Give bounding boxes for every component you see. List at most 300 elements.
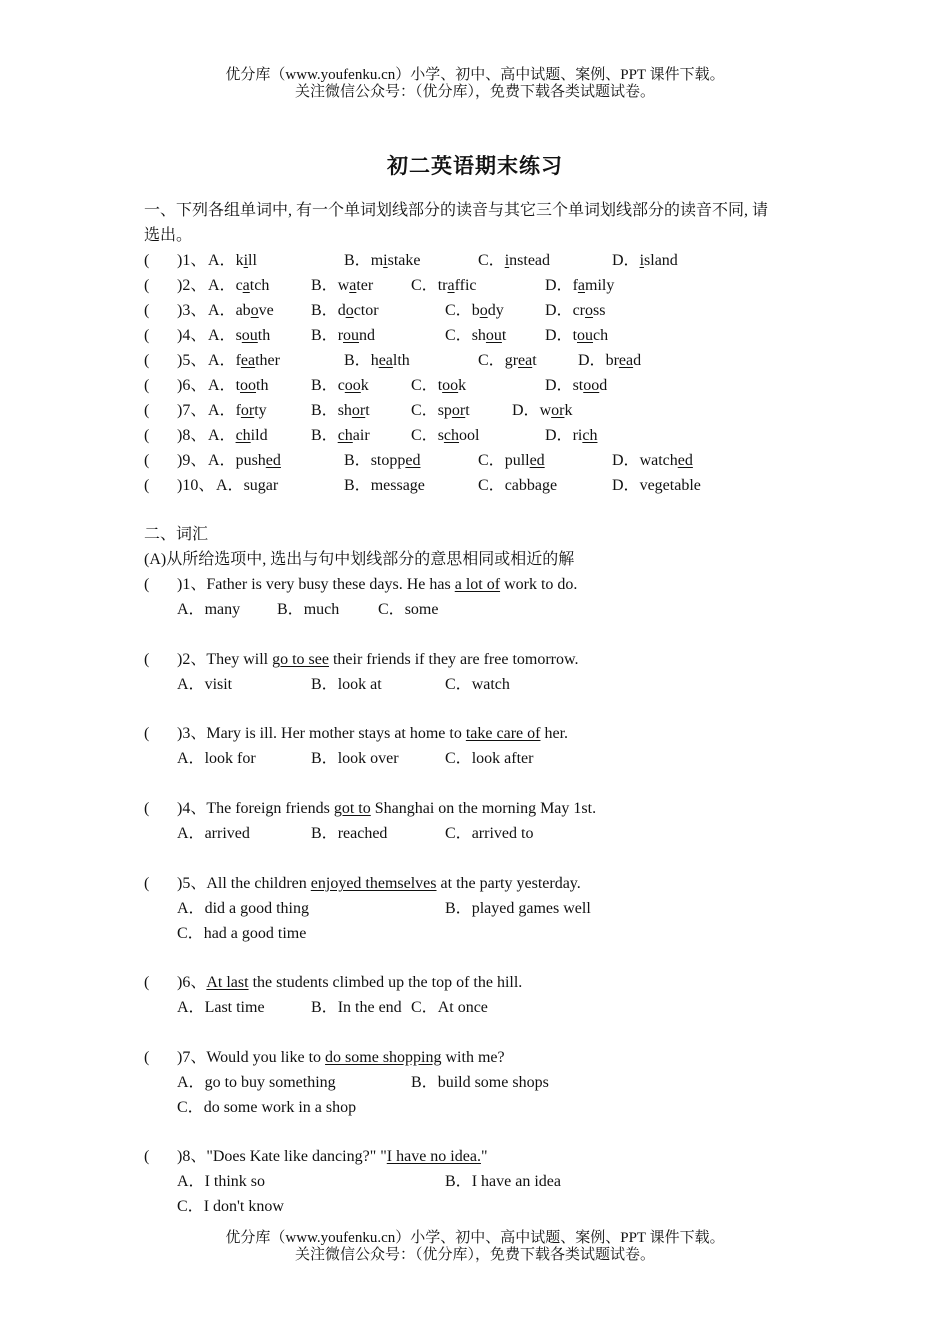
option — [311, 373, 369, 398]
option-label: B． — [411, 1074, 438, 1091]
option-word-part: st — [572, 377, 584, 394]
stem-text: All the children — [206, 875, 311, 892]
option-word-part: s — [437, 427, 444, 444]
option — [545, 373, 607, 398]
option — [177, 921, 306, 946]
option-label: A． — [177, 1074, 205, 1091]
question-number: )10、 — [177, 477, 215, 494]
underlined-part: o — [585, 302, 593, 319]
vocab-question — [0, 721, 950, 746]
option-label: B． — [344, 477, 371, 494]
option-word-part: k — [235, 252, 244, 269]
options-row — [0, 746, 950, 771]
option-label: A． — [208, 377, 236, 394]
option — [311, 323, 375, 348]
options-row — [0, 1169, 950, 1194]
option-label: D． — [612, 452, 640, 469]
option-label: A． — [208, 452, 236, 469]
option-label: D． — [545, 377, 573, 394]
answer-paren: ( — [144, 352, 150, 369]
section2-subheading: (A)从所给选项中, 选出与句中划线部分的意思相同或相近的解 — [144, 551, 575, 568]
question-row — [0, 323, 950, 348]
stem-text: at the party yesterday. — [436, 875, 581, 892]
option-label: D． — [545, 327, 573, 344]
option — [177, 672, 232, 697]
option — [411, 423, 479, 448]
option-word-part: sland — [644, 252, 678, 269]
option-label: B． — [311, 277, 338, 294]
option — [208, 373, 268, 398]
question-number: )2、 — [177, 277, 207, 294]
option-word-part: stopp — [370, 452, 406, 469]
option-word-part: ctor — [353, 302, 379, 319]
stem-text: Would you like to — [206, 1049, 326, 1066]
vocab-question — [0, 970, 950, 995]
option-text: arrived to — [471, 825, 534, 842]
underlined-part: ou — [343, 327, 360, 344]
option-word-part: sh — [337, 402, 352, 419]
footer-line-1: 优分库（www.youfenku.cn）小学、初中、高中试题、案例、PPT 课件下载。 — [225, 1230, 725, 1246]
question-row — [0, 373, 950, 398]
option-label: A． — [177, 1173, 205, 1190]
question-number: )7、 — [177, 1049, 207, 1066]
option — [208, 398, 267, 423]
stem-text: their friends if they are free tomorrow. — [328, 651, 579, 668]
option-label: A． — [177, 750, 205, 767]
underlined-phrase: enjoyed themselves — [310, 875, 437, 892]
option — [344, 448, 420, 473]
answer-paren: ( — [144, 576, 150, 593]
answer-paren: ( — [144, 800, 150, 817]
option — [208, 423, 268, 448]
underlined-part: or — [351, 402, 366, 419]
option-word-part: t — [365, 402, 370, 419]
option — [311, 398, 370, 423]
option-text: look after — [471, 750, 534, 767]
header-line-2: 关注微信公众号：（优分库），免费下载各类试题试卷。 — [294, 84, 655, 100]
option-text: do some work in a shop — [203, 1099, 357, 1116]
option-text: At once — [437, 999, 488, 1016]
option-text: In the end — [337, 999, 402, 1016]
option-text: watch — [471, 676, 510, 693]
option — [612, 448, 693, 473]
option — [177, 821, 250, 846]
option — [311, 821, 387, 846]
option-word-part: f — [235, 352, 241, 369]
option-word-part: ri — [572, 427, 583, 444]
option-label: A． — [177, 900, 205, 917]
option — [478, 473, 557, 498]
option — [478, 448, 545, 473]
answer-paren: ( — [144, 277, 150, 294]
underlined-part: i — [383, 252, 388, 269]
question-row — [0, 248, 950, 273]
option — [512, 398, 572, 423]
underlined-phrase: got to — [333, 800, 371, 817]
options-row — [0, 995, 950, 1020]
option — [344, 348, 410, 373]
underlined-part: ou — [241, 327, 258, 344]
option-text: I don't know — [203, 1198, 284, 1215]
question-number: )4、 — [177, 327, 207, 344]
option — [445, 746, 533, 771]
underlined-part: a — [447, 277, 455, 294]
vocab-question — [0, 1045, 950, 1070]
option — [545, 423, 597, 448]
question-number: )9、 — [177, 452, 207, 469]
answer-paren: ( — [144, 327, 150, 344]
underlined-part: ea — [240, 352, 256, 369]
underlined-part: or — [451, 402, 466, 419]
option-text: look over — [337, 750, 399, 767]
option — [208, 323, 270, 348]
option-label: C． — [177, 1099, 204, 1116]
stem-text: Mary is ill. Her mother stays at home to — [206, 725, 466, 742]
section1-heading-line2: 选出。 — [144, 227, 193, 244]
underlined-part: a — [577, 277, 585, 294]
option-label: B． — [277, 601, 304, 618]
option — [344, 473, 425, 498]
option — [208, 298, 274, 323]
option — [545, 273, 614, 298]
question-row — [0, 273, 950, 298]
option — [411, 995, 488, 1020]
option — [445, 896, 591, 921]
option-word-part: c — [337, 377, 345, 394]
option-word-part: ty — [254, 402, 267, 419]
option-word-part: message — [370, 477, 425, 494]
underlined-part: ea — [618, 352, 634, 369]
stem-text: the students climbed up the top of the hill. — [248, 974, 523, 991]
option-word-part: ild — [250, 427, 268, 444]
stem-text: The foreign friends — [206, 800, 334, 817]
underlined-part: o — [250, 302, 259, 319]
stem-text: "Does Kate like dancing?" " — [206, 1148, 387, 1165]
option-label: D． — [612, 477, 640, 494]
section2-heading: 二、词汇 — [144, 526, 209, 543]
question-stem — [177, 1144, 487, 1169]
option-word-part: nd — [359, 327, 376, 344]
option-word-part: t — [572, 327, 578, 344]
option-word-part: ffic — [454, 277, 477, 294]
option-text: look for — [204, 750, 256, 767]
document-title: 初二英语期末练习 — [387, 154, 563, 178]
option — [478, 248, 550, 273]
option-text: reached — [337, 825, 388, 842]
option-word-part: h — [370, 352, 379, 369]
option — [277, 597, 339, 622]
option-text: had a good time — [203, 925, 307, 942]
option — [344, 248, 420, 273]
header-line-1: 优分库（www.youfenku.cn）小学、初中、高中试题、案例、PPT 课件下载。 — [225, 67, 725, 83]
option-word-part: lth — [392, 352, 410, 369]
option-word-part: d — [599, 377, 608, 394]
underlined-part: ch — [235, 427, 251, 444]
option-label: A． — [177, 999, 205, 1016]
option — [208, 348, 280, 373]
options-row — [0, 1095, 950, 1120]
underlined-part: ed — [529, 452, 545, 469]
question-number: )6、 — [177, 377, 207, 394]
section1-heading-line1: 一、下列各组单词中, 有一个单词划线部分的读音与其它三个单词划线部分的读音不同, 请 — [144, 202, 769, 219]
option-text: did a good thing — [204, 900, 309, 917]
answer-paren: ( — [144, 725, 150, 742]
option-word-part: t — [465, 402, 470, 419]
stem-text: with me? — [441, 1049, 505, 1066]
answer-paren: ( — [144, 1049, 150, 1066]
option-word-part: sugar — [243, 477, 279, 494]
option-text: arrived — [204, 825, 250, 842]
option-word-part: ab — [235, 302, 251, 319]
option-label: D． — [578, 352, 606, 369]
underlined-part: ch — [337, 427, 353, 444]
option — [411, 1070, 549, 1095]
option-label: C． — [411, 277, 438, 294]
option-label: C． — [177, 925, 204, 942]
answer-paren: ( — [144, 974, 150, 991]
option-word-part: tr — [437, 277, 448, 294]
underlined-part: or — [240, 402, 255, 419]
underlined-part: i — [243, 252, 249, 269]
option — [216, 473, 278, 498]
option — [208, 248, 257, 273]
underlined-part: or — [551, 402, 565, 419]
answer-paren: ( — [144, 402, 150, 419]
option — [545, 298, 605, 323]
answer-paren: ( — [144, 1148, 150, 1165]
option — [612, 473, 701, 498]
option — [378, 597, 438, 622]
answer-paren: ( — [144, 452, 150, 469]
option-word-part: ss — [593, 302, 606, 319]
option-word-part: k — [360, 377, 369, 394]
option-word-part: ther — [255, 352, 280, 369]
question-row — [0, 448, 950, 473]
option-label: C． — [411, 427, 438, 444]
option-word-part: m — [370, 252, 384, 269]
option-word-part: b — [471, 302, 480, 319]
option — [177, 896, 309, 921]
option-word-part: air — [352, 427, 370, 444]
options-row — [0, 921, 950, 946]
option-label: C． — [445, 327, 472, 344]
option-label: C． — [445, 825, 472, 842]
option-label: A． — [177, 601, 205, 618]
stem-text: Shanghai on the morning May 1st. — [370, 800, 597, 817]
option-text: played games well — [471, 900, 591, 917]
option-label: A． — [177, 825, 205, 842]
option-label: C． — [445, 676, 472, 693]
option-word-part: r — [337, 327, 344, 344]
option-label: C． — [445, 750, 472, 767]
option — [545, 323, 608, 348]
question-row — [0, 423, 950, 448]
question-number: )3、 — [177, 725, 207, 742]
option-word-part: f — [572, 277, 578, 294]
option-word-part: dy — [487, 302, 504, 319]
option-text: visit — [204, 676, 233, 693]
question-row — [0, 473, 950, 498]
option — [411, 398, 470, 423]
question-number: )7、 — [177, 402, 207, 419]
option-word-part: pull — [504, 452, 530, 469]
option-word-part: br — [605, 352, 619, 369]
option-word-part: mily — [585, 277, 615, 294]
option — [311, 423, 370, 448]
option — [411, 373, 466, 398]
underlined-part: ou — [485, 327, 502, 344]
option-word-part: sp — [437, 402, 452, 419]
option-label: A． — [208, 427, 236, 444]
underlined-phrase: a lot of — [454, 576, 501, 593]
answer-paren: ( — [144, 477, 150, 494]
question-number: )2、 — [177, 651, 207, 668]
option — [445, 298, 504, 323]
option-word-part: w — [337, 277, 350, 294]
option-word-part: sh — [471, 327, 486, 344]
option-label: B． — [311, 377, 338, 394]
option — [177, 1095, 356, 1120]
answer-paren: ( — [144, 377, 150, 394]
option-label: C． — [478, 477, 505, 494]
option-label: B． — [311, 402, 338, 419]
option-word-part: th — [257, 327, 271, 344]
question-stem — [177, 796, 596, 821]
option-label: B． — [311, 825, 338, 842]
option-word-part: nstead — [509, 252, 551, 269]
option-label: C． — [478, 452, 505, 469]
option-word-part: tch — [249, 277, 270, 294]
underlined-part: o — [345, 302, 354, 319]
option-label: A． — [208, 327, 236, 344]
option-text: Last time — [204, 999, 265, 1016]
option-label: A． — [177, 676, 205, 693]
option-text: I have an idea — [471, 1173, 561, 1190]
option — [311, 995, 402, 1020]
underlined-part: oo — [344, 377, 361, 394]
option-word-part: t — [501, 327, 507, 344]
option-word-part: ch — [593, 327, 609, 344]
underlined-phrase: take care of — [465, 725, 541, 742]
question-row — [0, 398, 950, 423]
vocab-question — [0, 647, 950, 672]
answer-paren: ( — [144, 875, 150, 892]
option-word-part: cr — [572, 302, 585, 319]
answer-paren: ( — [144, 302, 150, 319]
option-label: D． — [612, 252, 640, 269]
option-label: C． — [411, 999, 438, 1016]
question-stem — [177, 1045, 505, 1070]
options-row — [0, 597, 950, 622]
option — [311, 298, 379, 323]
answer-paren: ( — [144, 252, 150, 269]
underlined-phrase: I have no idea. — [386, 1148, 481, 1165]
underlined-part: i — [504, 252, 510, 269]
option-label: A． — [208, 252, 236, 269]
option-word-part: c — [235, 277, 243, 294]
option — [445, 821, 533, 846]
question-number: )8、 — [177, 1148, 207, 1165]
question-stem — [177, 647, 579, 672]
option-label: B． — [311, 302, 338, 319]
question-stem — [177, 572, 577, 597]
option-label: C． — [411, 377, 438, 394]
question-stem — [177, 970, 522, 995]
option — [311, 273, 373, 298]
underlined-phrase: do some shopping — [325, 1049, 442, 1066]
underlined-part: a — [349, 277, 357, 294]
option-word-part: gr — [504, 352, 519, 369]
option-label: B． — [311, 427, 338, 444]
option-label: A． — [208, 352, 236, 369]
question-number: )5、 — [177, 875, 207, 892]
option-word-part: f — [235, 402, 241, 419]
option-word-part: t — [437, 377, 443, 394]
question-number: )5、 — [177, 352, 207, 369]
option-label: B． — [344, 252, 371, 269]
option-text: go to buy something — [204, 1074, 336, 1091]
options-row — [0, 896, 950, 921]
question-row — [0, 298, 950, 323]
underlined-part: ed — [265, 452, 281, 469]
option — [311, 746, 399, 771]
answer-paren: ( — [144, 427, 150, 444]
option-word-part: vegetable — [639, 477, 701, 494]
underlined-part: oo — [240, 377, 257, 394]
option — [208, 273, 269, 298]
question-number: )1、 — [177, 576, 207, 593]
option-label: B． — [311, 327, 338, 344]
question-row — [0, 348, 950, 373]
option-label: B． — [311, 999, 338, 1016]
question-number: )8、 — [177, 427, 207, 444]
underlined-part: ed — [677, 452, 693, 469]
option-word-part: ter — [356, 277, 374, 294]
option-label: B． — [311, 750, 338, 767]
option — [177, 746, 256, 771]
option-label: C． — [378, 601, 405, 618]
option — [177, 1169, 265, 1194]
option-label: B． — [344, 352, 371, 369]
underlined-part: i — [639, 252, 645, 269]
underlined-part: ch — [582, 427, 598, 444]
option — [445, 323, 506, 348]
option — [411, 273, 477, 298]
option-word-part: th — [256, 377, 269, 394]
option — [177, 1194, 284, 1219]
stem-text: Father is very busy these days. He has — [206, 576, 455, 593]
option — [177, 995, 265, 1020]
underlined-part: ea — [378, 352, 393, 369]
option-word-part: ll — [248, 252, 257, 269]
question-number: )1、 — [177, 252, 207, 269]
option — [612, 248, 678, 273]
stem-text: work to do. — [500, 576, 578, 593]
option-word-part: d — [337, 302, 346, 319]
option-label: C． — [411, 402, 438, 419]
underlined-part: ch — [443, 427, 460, 444]
option — [578, 348, 641, 373]
option-word-part: t — [235, 377, 241, 394]
option-word-part: d — [633, 352, 642, 369]
stem-text: her. — [540, 725, 569, 742]
question-number: )6、 — [177, 974, 207, 991]
underlined-phrase: At last — [206, 974, 249, 991]
option-label: D． — [545, 277, 573, 294]
option — [177, 597, 240, 622]
option-label: C． — [478, 352, 505, 369]
footer-line-2: 关注微信公众号：（优分库），免费下载各类试题试卷。 — [294, 1247, 655, 1263]
